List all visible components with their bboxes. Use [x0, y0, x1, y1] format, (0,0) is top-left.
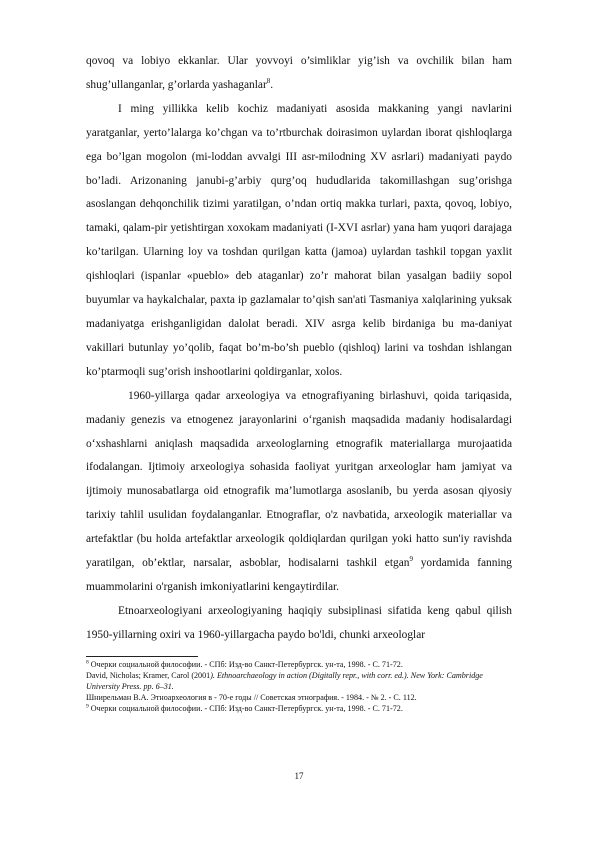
footnote-ref-9: 9	[409, 555, 413, 564]
paragraph-2: I ming yillikka kelib kochiz madaniyati asosida makkaning yangi navlarini yaratganlar, yerto’lalarga ko’chgan va to’rtburchak doirasimon uylardan iborat qishloqlarga ega bo’lgan mogolon (mi-loddan avvalgi III asr-milodning XV asrlari) madaniyati paydo bo’ladi. Arizonaning janubi-g’arbiy qurg’oq hududlarida takomillashgan sug’orishga asoslangan dehqonchilik tizimi yaratilgan, o’ndan ortiq makka turlari, paxta, qovoq, lobiyo, tamaki, qalam-pir yetishtirgan xoxokam madaniyati (I-XVI asrlar) yana ham yuqori darajaga ko’tarilgan. Ularning loy va toshdan qurilgan katta (jamoa) uylardan tashkil topgan yaxlit qishloqlari (ispanlar «pueblo» deb ataganlar) zo’r mahorat bilan yasalgan badiiy sopol buyumlar va haykalchalar, paxta ip gazlamalar to’qish san'ati Tasmaniya xalqlarining yuksak madaniyatga erishganligidan dalolat beradi. XIV asrga kelib birdaniga bu ma-daniyat vakillari butunlay yo’qolib, faqat bo’m-bo’sh pueblo (qishloq) larini va toshdan ishlangan ko’ptarmoqli sug’orish inshootlarini qoldirganlar, xolos.	[86, 102, 512, 378]
paragraph-3: 1960-yillarga qadar arxeologiya va etnografiyaning birlashuvi, qoida tariqasida, madaniy genezis va etnogenez jarayonlarini o‘rganish maqsadida madaniy hodisalardagi o‘xshashlarni aniqlash maqsadida arxeologlarning etnografik materiallarga murojaatida ifodalangan. Ijtimoiy arxeologiya sohasida faoliyat yuritgan arxeologlar ham jamiyat va ijtimoiy munosabatlarga oid etnografik ma’lumotlarga asoslanib, bu yerda asosan qiyosiy tarixiy tahlil usulidan foydalanganlar. Etnograflar, o'z navbatida, arxeologik materiallar va artefaktlar (bu holda artefaktlar arxeologik qoldiqlardan qurilgan yoki hatto sun'iy ravishda yaratilgan, ob’ektlar, narsalar, asboblar, hodisalarni tashkil etgan$^9$ yordamida fanning muammolarini o'rganish imkoniyatlarini kengaytirdilar.	[86, 389, 512, 593]
page-number: 17	[294, 771, 304, 781]
footnote-9: $^9$ Очерки социальной философии. - СПб: Изд-во Санкт-Петербургск. ун-та, 1998. - С. 71-72.	[86, 703, 403, 714]
paragraph-1: qovoq va lobiyo ekkanlar. Ular yovvoyi o’simliklar yig’ish va ovchilik bilan ham shug’ullanganlar, g’orlarda yashaganlar$^8$.	[86, 55, 512, 91]
footnote-8-source-3: Шнирельман В.А. Этноархеология в - 70-е годы // Советская этнография. - 1984. - № 2. - С. 112.	[86, 693, 417, 703]
footnote-8-source-2: David, Nicholas; Kramer, Carol (2001). Ethnoarchaeology in action (Digitally repr., with corr. ed.). New York: Cambridge University Press. pp. 6–31.	[86, 670, 483, 692]
footnote-divider	[86, 656, 198, 657]
document-page	[86, 50, 512, 715]
footnote-8: $^8$ Очерки социальной философии. - СПб: Изд-во Санкт-Петербургск. ун-та, 1998. - С. 71-72.	[86, 658, 403, 669]
footnote-ref-8: 8	[266, 77, 271, 86]
paragraph-4: Etnoarxeologiyani arxeologiyaning haqiqiy subsiplinasi sifatida keng qabul qilish 1950-yillarning oxiri va 1960-yillargacha paydo bo'ldi, chunki arxeologlar	[86, 604, 512, 641]
